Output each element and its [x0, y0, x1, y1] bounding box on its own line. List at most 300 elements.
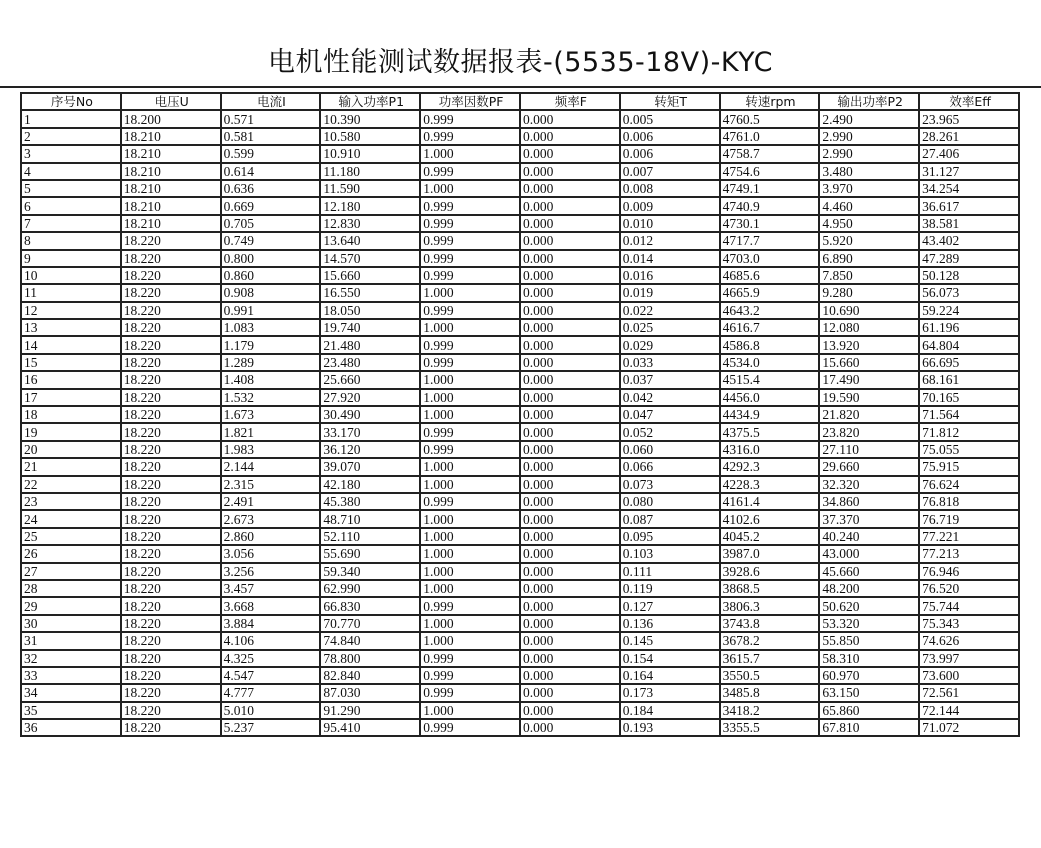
cell-output-power: 27.110: [819, 441, 919, 458]
cell-torque: 0.136: [620, 615, 720, 632]
cell-input-power: 70.770: [320, 615, 420, 632]
cell-frequency: 0.000: [520, 545, 620, 562]
cell-power-factor: 0.999: [420, 667, 520, 684]
cell-voltage: 18.220: [121, 528, 221, 545]
column-header-power-factor: 功率因数PF: [420, 93, 520, 110]
cell-efficiency: 61.196: [919, 319, 1019, 336]
cell-power-factor: 0.999: [420, 354, 520, 371]
cell-speed-rpm: 3678.2: [720, 632, 820, 649]
cell-voltage: 18.220: [121, 702, 221, 719]
cell-current: 0.669: [221, 197, 321, 214]
cell-frequency: 0.000: [520, 302, 620, 319]
cell-input-power: 18.050: [320, 302, 420, 319]
column-header-voltage: 电压U: [121, 93, 221, 110]
cell-speed-rpm: 4730.1: [720, 215, 820, 232]
cell-no: 5: [21, 180, 121, 197]
cell-torque: 0.060: [620, 441, 720, 458]
cell-voltage: 18.220: [121, 476, 221, 493]
cell-power-factor: 1.000: [420, 702, 520, 719]
cell-voltage: 18.220: [121, 684, 221, 701]
table-row: [21, 180, 1019, 197]
cell-no: 24: [21, 510, 121, 527]
cell-input-power: 10.580: [320, 128, 420, 145]
cell-torque: 0.087: [620, 510, 720, 527]
cell-frequency: 0.000: [520, 493, 620, 510]
cell-efficiency: 75.055: [919, 441, 1019, 458]
cell-voltage: 18.220: [121, 597, 221, 614]
cell-voltage: 18.210: [121, 197, 221, 214]
cell-efficiency: 23.965: [919, 110, 1019, 127]
cell-speed-rpm: 4161.4: [720, 493, 820, 510]
cell-output-power: 50.620: [819, 597, 919, 614]
cell-torque: 0.184: [620, 702, 720, 719]
cell-voltage: 18.220: [121, 441, 221, 458]
cell-efficiency: 71.564: [919, 406, 1019, 423]
cell-voltage: 18.220: [121, 493, 221, 510]
cell-power-factor: 0.999: [420, 650, 520, 667]
cell-power-factor: 0.999: [420, 302, 520, 319]
cell-efficiency: 75.744: [919, 597, 1019, 614]
cell-torque: 0.095: [620, 528, 720, 545]
cell-frequency: 0.000: [520, 684, 620, 701]
cell-output-power: 45.660: [819, 563, 919, 580]
cell-output-power: 4.950: [819, 215, 919, 232]
cell-current: 2.860: [221, 528, 321, 545]
cell-efficiency: 38.581: [919, 215, 1019, 232]
cell-no: 16: [21, 371, 121, 388]
table-row: [21, 371, 1019, 388]
table-row: [21, 197, 1019, 214]
cell-input-power: 11.590: [320, 180, 420, 197]
cell-torque: 0.154: [620, 650, 720, 667]
cell-current: 0.749: [221, 232, 321, 249]
cell-current: 1.673: [221, 406, 321, 423]
cell-efficiency: 64.804: [919, 336, 1019, 353]
cell-voltage: 18.220: [121, 423, 221, 440]
cell-frequency: 0.000: [520, 632, 620, 649]
cell-frequency: 0.000: [520, 319, 620, 336]
cell-efficiency: 34.254: [919, 180, 1019, 197]
cell-efficiency: 71.072: [919, 719, 1019, 736]
cell-current: 0.599: [221, 145, 321, 162]
cell-input-power: 27.920: [320, 389, 420, 406]
cell-no: 36: [21, 719, 121, 736]
cell-power-factor: 0.999: [420, 163, 520, 180]
cell-output-power: 37.370: [819, 510, 919, 527]
cell-voltage: 18.220: [121, 284, 221, 301]
cell-power-factor: 1.000: [420, 180, 520, 197]
cell-frequency: 0.000: [520, 250, 620, 267]
cell-current: 1.179: [221, 336, 321, 353]
table-row: [21, 597, 1019, 614]
cell-current: 2.144: [221, 458, 321, 475]
cell-output-power: 23.820: [819, 423, 919, 440]
cell-efficiency: 43.402: [919, 232, 1019, 249]
cell-torque: 0.016: [620, 267, 720, 284]
cell-output-power: 6.890: [819, 250, 919, 267]
cell-no: 32: [21, 650, 121, 667]
cell-efficiency: 31.127: [919, 163, 1019, 180]
table-row: [21, 145, 1019, 162]
cell-no: 11: [21, 284, 121, 301]
table-row: [21, 354, 1019, 371]
cell-output-power: 55.850: [819, 632, 919, 649]
cell-frequency: 0.000: [520, 336, 620, 353]
table-row: [21, 702, 1019, 719]
cell-speed-rpm: 4586.8: [720, 336, 820, 353]
cell-input-power: 16.550: [320, 284, 420, 301]
title-divider: [0, 86, 1041, 88]
table-row: [21, 267, 1019, 284]
cell-no: 22: [21, 476, 121, 493]
table-row: [21, 476, 1019, 493]
cell-no: 25: [21, 528, 121, 545]
cell-efficiency: 75.915: [919, 458, 1019, 475]
cell-speed-rpm: 3355.5: [720, 719, 820, 736]
cell-current: 3.056: [221, 545, 321, 562]
cell-power-factor: 0.999: [420, 597, 520, 614]
cell-efficiency: 59.224: [919, 302, 1019, 319]
cell-current: 0.571: [221, 110, 321, 127]
cell-frequency: 0.000: [520, 371, 620, 388]
cell-efficiency: 75.343: [919, 615, 1019, 632]
cell-power-factor: 0.999: [420, 493, 520, 510]
cell-output-power: 12.080: [819, 319, 919, 336]
cell-no: 18: [21, 406, 121, 423]
cell-efficiency: 72.144: [919, 702, 1019, 719]
cell-output-power: 2.490: [819, 110, 919, 127]
cell-speed-rpm: 4749.1: [720, 180, 820, 197]
cell-no: 17: [21, 389, 121, 406]
cell-power-factor: 1.000: [420, 319, 520, 336]
cell-torque: 0.037: [620, 371, 720, 388]
cell-frequency: 0.000: [520, 180, 620, 197]
cell-frequency: 0.000: [520, 528, 620, 545]
cell-output-power: 4.460: [819, 197, 919, 214]
cell-frequency: 0.000: [520, 110, 620, 127]
cell-torque: 0.007: [620, 163, 720, 180]
cell-no: 31: [21, 632, 121, 649]
cell-input-power: 30.490: [320, 406, 420, 423]
cell-input-power: 12.180: [320, 197, 420, 214]
cell-power-factor: 1.000: [420, 145, 520, 162]
cell-frequency: 0.000: [520, 215, 620, 232]
motor-test-data-table: [20, 92, 1020, 737]
cell-speed-rpm: 4292.3: [720, 458, 820, 475]
table-row: [21, 650, 1019, 667]
cell-power-factor: 0.999: [420, 197, 520, 214]
cell-current: 4.547: [221, 667, 321, 684]
cell-current: 1.532: [221, 389, 321, 406]
table-row: [21, 580, 1019, 597]
cell-no: 3: [21, 145, 121, 162]
cell-no: 28: [21, 580, 121, 597]
cell-speed-rpm: 3987.0: [720, 545, 820, 562]
cell-current: 4.777: [221, 684, 321, 701]
cell-speed-rpm: 3743.8: [720, 615, 820, 632]
cell-speed-rpm: 4045.2: [720, 528, 820, 545]
cell-power-factor: 0.999: [420, 267, 520, 284]
cell-input-power: 14.570: [320, 250, 420, 267]
cell-power-factor: 0.999: [420, 441, 520, 458]
cell-voltage: 18.210: [121, 145, 221, 162]
cell-speed-rpm: 4316.0: [720, 441, 820, 458]
cell-voltage: 18.220: [121, 371, 221, 388]
table-row: [21, 632, 1019, 649]
table-row: [21, 423, 1019, 440]
table-row: [21, 128, 1019, 145]
cell-voltage: 18.220: [121, 719, 221, 736]
cell-efficiency: 71.812: [919, 423, 1019, 440]
cell-output-power: 65.860: [819, 702, 919, 719]
cell-current: 1.408: [221, 371, 321, 388]
table-row: [21, 389, 1019, 406]
cell-torque: 0.164: [620, 667, 720, 684]
column-header-current: 电流I: [221, 93, 321, 110]
cell-voltage: 18.220: [121, 632, 221, 649]
cell-power-factor: 1.000: [420, 476, 520, 493]
cell-speed-rpm: 3615.7: [720, 650, 820, 667]
cell-power-factor: 1.000: [420, 528, 520, 545]
table-row: [21, 528, 1019, 545]
cell-frequency: 0.000: [520, 267, 620, 284]
cell-current: 0.860: [221, 267, 321, 284]
cell-output-power: 3.480: [819, 163, 919, 180]
cell-current: 1.289: [221, 354, 321, 371]
cell-efficiency: 68.161: [919, 371, 1019, 388]
table-row: [21, 319, 1019, 336]
cell-output-power: 13.920: [819, 336, 919, 353]
cell-current: 1.083: [221, 319, 321, 336]
cell-voltage: 18.220: [121, 510, 221, 527]
cell-no: 27: [21, 563, 121, 580]
cell-speed-rpm: 4434.9: [720, 406, 820, 423]
cell-power-factor: 0.999: [420, 128, 520, 145]
cell-frequency: 0.000: [520, 650, 620, 667]
cell-input-power: 91.290: [320, 702, 420, 719]
cell-output-power: 48.200: [819, 580, 919, 597]
cell-torque: 0.047: [620, 406, 720, 423]
cell-speed-rpm: 4515.4: [720, 371, 820, 388]
cell-input-power: 10.390: [320, 110, 420, 127]
table-row: [21, 684, 1019, 701]
cell-output-power: 43.000: [819, 545, 919, 562]
cell-output-power: 17.490: [819, 371, 919, 388]
cell-power-factor: 1.000: [420, 510, 520, 527]
cell-input-power: 52.110: [320, 528, 420, 545]
cell-efficiency: 76.520: [919, 580, 1019, 597]
cell-torque: 0.006: [620, 145, 720, 162]
table-row: [21, 232, 1019, 249]
cell-input-power: 21.480: [320, 336, 420, 353]
cell-voltage: 18.210: [121, 163, 221, 180]
cell-current: 0.705: [221, 215, 321, 232]
table-body: [21, 110, 1019, 736]
cell-speed-rpm: 4717.7: [720, 232, 820, 249]
column-header-speed-rpm: 转速rpm: [720, 93, 820, 110]
cell-speed-rpm: 3418.2: [720, 702, 820, 719]
cell-input-power: 13.640: [320, 232, 420, 249]
cell-speed-rpm: 4456.0: [720, 389, 820, 406]
cell-torque: 0.127: [620, 597, 720, 614]
cell-frequency: 0.000: [520, 128, 620, 145]
cell-frequency: 0.000: [520, 197, 620, 214]
cell-input-power: 42.180: [320, 476, 420, 493]
cell-no: 4: [21, 163, 121, 180]
table-row: [21, 563, 1019, 580]
cell-frequency: 0.000: [520, 163, 620, 180]
cell-voltage: 18.220: [121, 336, 221, 353]
cell-output-power: 29.660: [819, 458, 919, 475]
cell-frequency: 0.000: [520, 232, 620, 249]
cell-no: 14: [21, 336, 121, 353]
cell-power-factor: 1.000: [420, 545, 520, 562]
cell-efficiency: 70.165: [919, 389, 1019, 406]
column-header-output-power: 输出功率P2: [819, 93, 919, 110]
cell-frequency: 0.000: [520, 667, 620, 684]
cell-torque: 0.025: [620, 319, 720, 336]
cell-efficiency: 28.261: [919, 128, 1019, 145]
cell-efficiency: 47.289: [919, 250, 1019, 267]
cell-frequency: 0.000: [520, 719, 620, 736]
cell-current: 5.010: [221, 702, 321, 719]
cell-power-factor: 1.000: [420, 615, 520, 632]
cell-speed-rpm: 4616.7: [720, 319, 820, 336]
cell-no: 10: [21, 267, 121, 284]
cell-speed-rpm: 3485.8: [720, 684, 820, 701]
cell-speed-rpm: 4760.5: [720, 110, 820, 127]
cell-voltage: 18.220: [121, 667, 221, 684]
cell-torque: 0.193: [620, 719, 720, 736]
cell-efficiency: 36.617: [919, 197, 1019, 214]
cell-torque: 0.006: [620, 128, 720, 145]
cell-input-power: 62.990: [320, 580, 420, 597]
cell-speed-rpm: 3868.5: [720, 580, 820, 597]
cell-output-power: 5.920: [819, 232, 919, 249]
cell-no: 15: [21, 354, 121, 371]
cell-frequency: 0.000: [520, 354, 620, 371]
cell-no: 12: [21, 302, 121, 319]
cell-current: 4.325: [221, 650, 321, 667]
cell-frequency: 0.000: [520, 284, 620, 301]
cell-power-factor: 1.000: [420, 406, 520, 423]
cell-efficiency: 77.213: [919, 545, 1019, 562]
cell-power-factor: 1.000: [420, 580, 520, 597]
cell-no: 1: [21, 110, 121, 127]
cell-output-power: 32.320: [819, 476, 919, 493]
cell-frequency: 0.000: [520, 702, 620, 719]
cell-speed-rpm: 3550.5: [720, 667, 820, 684]
cell-output-power: 2.990: [819, 128, 919, 145]
cell-output-power: 10.690: [819, 302, 919, 319]
cell-power-factor: 0.999: [420, 232, 520, 249]
cell-power-factor: 1.000: [420, 563, 520, 580]
column-header-frequency: 频率F: [520, 93, 620, 110]
cell-current: 4.106: [221, 632, 321, 649]
cell-power-factor: 0.999: [420, 719, 520, 736]
cell-speed-rpm: 4685.6: [720, 267, 820, 284]
cell-current: 0.581: [221, 128, 321, 145]
cell-power-factor: 1.000: [420, 389, 520, 406]
cell-torque: 0.080: [620, 493, 720, 510]
cell-output-power: 34.860: [819, 493, 919, 510]
cell-torque: 0.009: [620, 197, 720, 214]
cell-current: 1.821: [221, 423, 321, 440]
cell-power-factor: 0.999: [420, 250, 520, 267]
cell-current: 2.491: [221, 493, 321, 510]
cell-speed-rpm: 4740.9: [720, 197, 820, 214]
cell-output-power: 2.990: [819, 145, 919, 162]
cell-voltage: 18.220: [121, 302, 221, 319]
cell-input-power: 78.800: [320, 650, 420, 667]
cell-voltage: 18.220: [121, 250, 221, 267]
table-row: [21, 719, 1019, 736]
table-row: [21, 493, 1019, 510]
cell-frequency: 0.000: [520, 406, 620, 423]
cell-torque: 0.111: [620, 563, 720, 580]
table-row: [21, 336, 1019, 353]
cell-voltage: 18.220: [121, 389, 221, 406]
cell-no: 13: [21, 319, 121, 336]
table-row: [21, 667, 1019, 684]
cell-voltage: 18.220: [121, 319, 221, 336]
cell-output-power: 21.820: [819, 406, 919, 423]
cell-voltage: 18.220: [121, 406, 221, 423]
cell-efficiency: 76.946: [919, 563, 1019, 580]
cell-output-power: 7.850: [819, 267, 919, 284]
cell-frequency: 0.000: [520, 597, 620, 614]
cell-power-factor: 0.999: [420, 423, 520, 440]
cell-efficiency: 76.719: [919, 510, 1019, 527]
cell-efficiency: 66.695: [919, 354, 1019, 371]
cell-power-factor: 0.999: [420, 336, 520, 353]
cell-torque: 0.005: [620, 110, 720, 127]
table-header-row: [21, 93, 1019, 110]
table-row: [21, 510, 1019, 527]
cell-input-power: 36.120: [320, 441, 420, 458]
table-row: [21, 615, 1019, 632]
cell-frequency: 0.000: [520, 510, 620, 527]
cell-input-power: 12.830: [320, 215, 420, 232]
cell-torque: 0.010: [620, 215, 720, 232]
cell-torque: 0.033: [620, 354, 720, 371]
cell-input-power: 95.410: [320, 719, 420, 736]
table-row: [21, 163, 1019, 180]
cell-speed-rpm: 4761.0: [720, 128, 820, 145]
cell-output-power: 63.150: [819, 684, 919, 701]
cell-voltage: 18.200: [121, 110, 221, 127]
cell-input-power: 59.340: [320, 563, 420, 580]
cell-no: 33: [21, 667, 121, 684]
cell-speed-rpm: 4665.9: [720, 284, 820, 301]
table-row: [21, 458, 1019, 475]
cell-power-factor: 1.000: [420, 371, 520, 388]
cell-efficiency: 72.561: [919, 684, 1019, 701]
cell-current: 0.991: [221, 302, 321, 319]
cell-no: 19: [21, 423, 121, 440]
cell-frequency: 0.000: [520, 458, 620, 475]
cell-power-factor: 0.999: [420, 215, 520, 232]
cell-no: 8: [21, 232, 121, 249]
cell-speed-rpm: 3928.6: [720, 563, 820, 580]
table-row: [21, 110, 1019, 127]
cell-no: 21: [21, 458, 121, 475]
cell-no: 26: [21, 545, 121, 562]
cell-torque: 0.052: [620, 423, 720, 440]
cell-input-power: 45.380: [320, 493, 420, 510]
cell-output-power: 60.970: [819, 667, 919, 684]
cell-output-power: 67.810: [819, 719, 919, 736]
